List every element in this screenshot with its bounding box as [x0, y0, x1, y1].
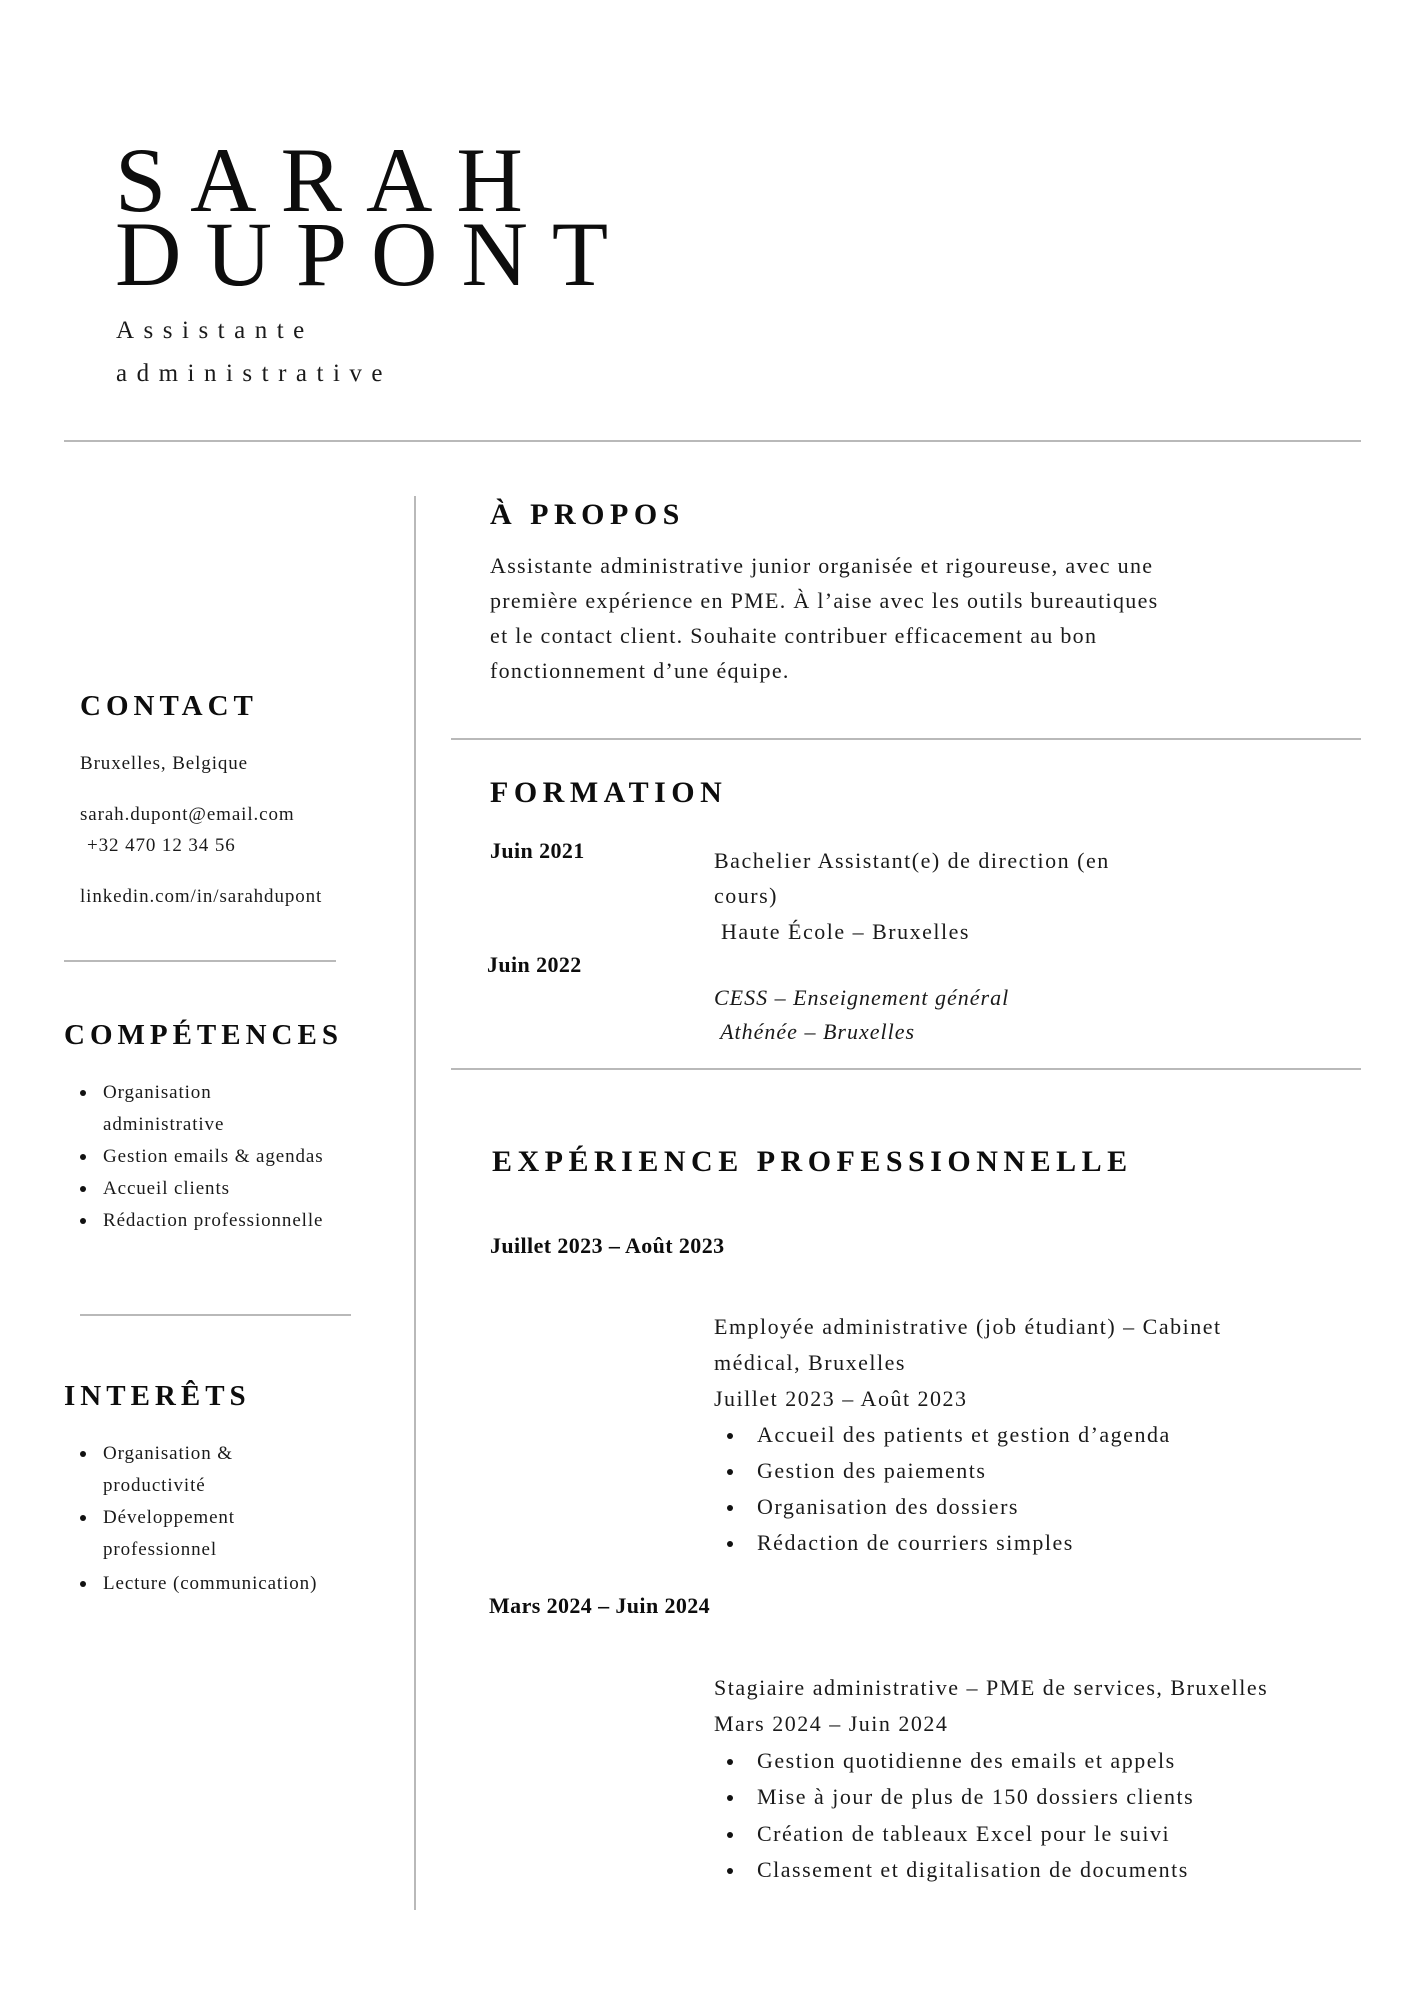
education-degree-continued: cours)	[714, 883, 778, 908]
education-divider	[451, 1068, 1361, 1070]
bullet-icon	[727, 1541, 733, 1547]
bullet-icon	[80, 1515, 86, 1521]
interest-item: Organisation &	[103, 1443, 233, 1464]
education-date: Juin 2021	[490, 838, 585, 863]
education-school: Haute École – Bruxelles	[714, 919, 970, 944]
about-line: fonctionnement d’une équipe.	[490, 658, 790, 683]
education-degree: Bachelier Assistant(e) de direction (en	[714, 848, 1110, 873]
skill-item: Organisation	[103, 1082, 212, 1103]
header-divider	[64, 440, 1361, 442]
bullet-icon	[727, 1469, 733, 1475]
bullet-icon	[727, 1832, 733, 1838]
interest-item: Lecture (communication)	[103, 1573, 318, 1594]
bullet-icon	[80, 1451, 86, 1457]
about-divider	[451, 738, 1361, 740]
skill-item: Rédaction professionnelle	[103, 1210, 324, 1231]
experience-heading: EXPÉRIENCE PROFESSIONNELLE	[492, 1145, 1133, 1178]
last-name: DUPONT	[115, 203, 633, 305]
experience-date: Mars 2024 – Juin 2024	[489, 1593, 711, 1618]
experience-date: Juillet 2023 – Août 2023	[490, 1233, 725, 1258]
bullet-icon	[80, 1186, 86, 1192]
skills-heading: COMPÉTENCES	[64, 1019, 343, 1051]
experience-task: Mise à jour de plus de 150 dossiers clients	[757, 1784, 1195, 1809]
bullet-icon	[80, 1154, 86, 1160]
bullet-icon	[727, 1795, 733, 1801]
bullet-icon	[80, 1090, 86, 1096]
contact-phone[interactable]: +32 470 12 34 56	[87, 835, 236, 856]
column-divider	[414, 496, 416, 1910]
bullet-icon	[727, 1759, 733, 1765]
education-date: Juin 2022	[487, 952, 582, 977]
experience-period: Mars 2024 – Juin 2024	[714, 1711, 949, 1736]
experience-task: Gestion quotidienne des emails et appels	[757, 1748, 1176, 1773]
skill-item: Accueil clients	[103, 1178, 230, 1199]
experience-task: Classement et digitalisation de documents	[757, 1857, 1189, 1882]
experience-title: Stagiaire administrative – PME de services, Bruxelles	[714, 1675, 1269, 1700]
skill-item: Gestion emails & agendas	[103, 1146, 324, 1167]
bullet-icon	[727, 1505, 733, 1511]
contact-divider	[64, 960, 336, 962]
first-name: SARAH	[115, 129, 547, 231]
interest-item-continued: productivité	[103, 1475, 206, 1496]
bullet-icon	[727, 1868, 733, 1874]
education-heading: FORMATION	[490, 776, 728, 809]
experience-title-continued: médical, Bruxelles	[714, 1350, 906, 1375]
about-line: Assistante administrative junior organisée et rigoureuse, avec une	[490, 553, 1154, 578]
bullet-icon	[727, 1433, 733, 1439]
job-title-line-1: Assistante	[116, 317, 314, 344]
experience-period: Juillet 2023 – Août 2023	[714, 1386, 968, 1411]
interest-item: Développement	[103, 1507, 235, 1528]
contact-linkedin[interactable]: linkedin.com/in/sarahdupont	[80, 886, 323, 907]
experience-task: Gestion des paiements	[757, 1458, 987, 1483]
job-title-line-2: administrative	[116, 360, 393, 387]
skills-divider	[80, 1314, 351, 1316]
skill-item-continued: administrative	[103, 1114, 225, 1135]
experience-title: Employée administrative (job étudiant) – Cabinet	[714, 1314, 1222, 1339]
bullet-icon	[80, 1218, 86, 1224]
experience-task: Création de tableaux Excel pour le suivi	[757, 1821, 1171, 1846]
contact-email[interactable]: sarah.dupont@email.com	[80, 804, 295, 825]
interest-item-continued: professionnel	[103, 1539, 218, 1560]
experience-task: Organisation des dossiers	[757, 1494, 1019, 1519]
interests-heading: INTERÊTS	[64, 1380, 251, 1412]
about-line: première expérience en PME. À l’aise avec les outils bureautiques	[490, 588, 1159, 613]
about-line: et le contact client. Souhaite contribuer efficacement au bon	[490, 623, 1098, 648]
contact-location: Bruxelles, Belgique	[80, 753, 249, 774]
education-degree: CESS – Enseignement général	[714, 985, 1010, 1010]
contact-heading: CONTACT	[80, 690, 258, 722]
experience-task: Accueil des patients et gestion d’agenda	[757, 1422, 1171, 1447]
experience-task: Rédaction de courriers simples	[757, 1530, 1074, 1555]
education-school: Athénée – Bruxelles	[714, 1019, 916, 1044]
about-heading: À PROPOS	[490, 498, 685, 531]
bullet-icon	[80, 1581, 86, 1587]
